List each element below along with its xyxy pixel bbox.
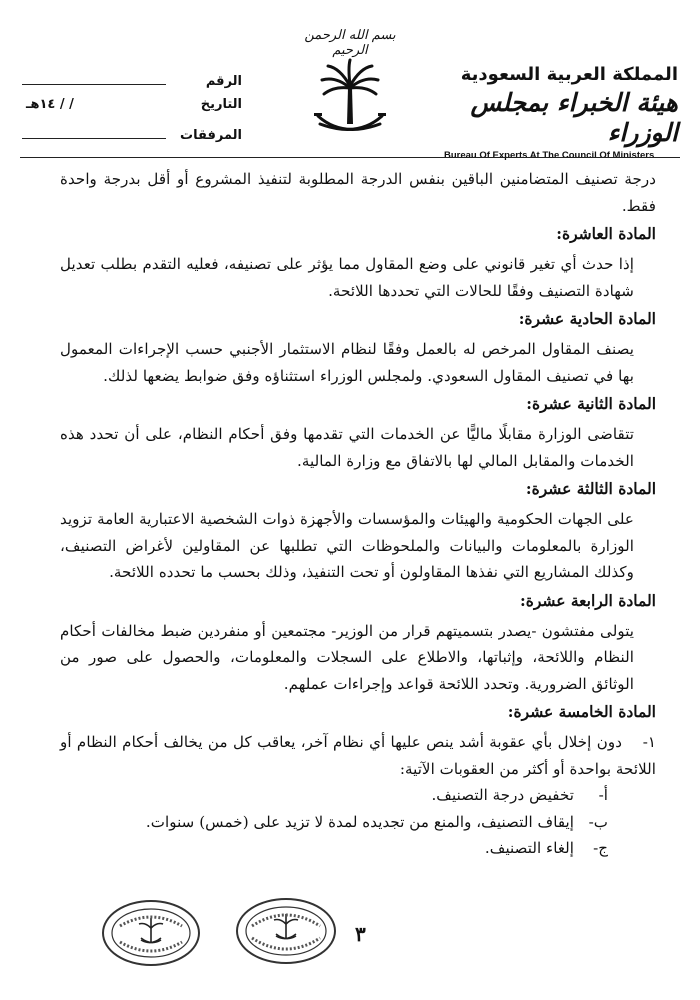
- attachments-field-line: [22, 124, 166, 139]
- sublist-item-letter: أ-: [598, 786, 608, 804]
- header-divider: [20, 157, 680, 158]
- attachments-row: [22, 124, 242, 151]
- article-13-text: على الجهات الحكومية والهيئات والمؤسسات والأجهزة ذوات الشخصية الاعتبارية العامة تزويد الوزارة بالمعلومات والبيانات والملحوظات التي تطلبها عن المقاولين لأغراض التصنيف، وكذلك المشاريع التي نفذها المقاولون أو تحت التنفيذ، وذلك بحسب ما تحدده اللائحة.: [60, 510, 634, 581]
- article-15-subitem-b: [60, 809, 656, 836]
- article-12-heading: المادة الثانية عشرة:: [526, 394, 656, 413]
- article-11-heading: المادة الحادية عشرة:: [518, 309, 656, 328]
- article-10-text: إذا حدث أي تغير قانوني على وضع المقاول مما يؤثر على تصنيفه، فعليه التقدم بطلب تعديل شهادة التصنيف وفقًا للحالات التي تحددها اللائحة.: [60, 255, 634, 300]
- date-label: التاريخ: [200, 97, 242, 112]
- sublist-item-letter: ب-: [588, 812, 608, 831]
- bureau-name-english: Bureau Of Experts At The Council Of Ministers: [444, 150, 655, 161]
- page-number: ٣: [355, 922, 366, 946]
- intro-paragraph: درجة تصنيف المتضامنين الباقين بنفس الدرجة المطلوبة لتنفيذ المشروع أو أقل بدرجة واحدة فقط.: [60, 170, 656, 215]
- article-14-heading: المادة الرابعة عشرة:: [520, 590, 656, 610]
- date-value: / / ١٤هـ: [26, 97, 74, 112]
- document-meta-block: [22, 70, 242, 151]
- sublist-item-text: تخفيض درجة التصنيف.: [431, 786, 574, 804]
- bureau-name-arabic: هيئة الخبراء بمجلس الوزراء: [470, 88, 678, 147]
- palm-and-swords-emblem-icon: [312, 58, 388, 142]
- article-13-heading: المادة الثالثة عشرة:: [525, 479, 656, 498]
- header-institution-block: [438, 64, 678, 161]
- article-15-subitem-a: [60, 782, 656, 809]
- article-12-text: تتقاضى الوزارة مقابلًا ماليًّا عن الخدمات التي تقدمها وفق أحكام النظام، على أن تحدد هذه الخدمات والمقابل المالي لها بالاتفاق مع وزارة المالية.: [60, 425, 634, 470]
- sublist-item-text: إلغاء التصنيف.: [484, 839, 574, 857]
- letterhead: [0, 0, 700, 165]
- article-14-text: يتولى مفتشون -يصدر بتسميتهم قرار من الوزير- مجتمعين أو منفردين ضبط مخالفات أحكام النظام واللائحة، وإثباتها، والاطلاع على السجلات والمعلومات، والحصول على صور من الوثائق الضرورية. وتحدد اللائحة قواعد وإجراءات عملهم.: [60, 621, 634, 693]
- date-row: [22, 97, 242, 124]
- article-10-heading: المادة العاشرة:: [556, 224, 656, 243]
- secretariat-stamp-icon: [102, 900, 200, 966]
- list-item-text: دون إخلال بأي عقوبة أشد ينص عليها أي نظام آخر، يعاقب كل من يخالف أحكام النظام أو اللائحة بواحدة أو أكثر من العقوبات الآتية:: [60, 733, 656, 778]
- reference-row: [22, 70, 242, 97]
- attachments-label: المرفقات: [180, 128, 242, 143]
- article-15-item-1: [60, 729, 656, 782]
- kingdom-name: المملكة العربية السعودية: [460, 64, 678, 85]
- article-15-subitem-c: [60, 835, 656, 862]
- bureau-stamp-icon: [236, 898, 336, 964]
- reference-label: الرقم: [205, 74, 242, 89]
- document-body: [60, 166, 656, 862]
- article-15-heading: المادة الخامسة عشرة:: [507, 702, 656, 721]
- sublist-item-text: إيقاف التصنيف، والمنع من تجديده لمدة لا تزيد على (خمس) سنوات.: [145, 812, 574, 831]
- sublist-item-letter: ج-: [593, 839, 608, 857]
- reference-field-line: [22, 70, 166, 85]
- article-11-text: يصنف المقاول المرخص له بالعمل وفقًا لنظام الاستثمار الأجنبي حسب الإجراءات المعمول بها في تصنيف المقاول السعودي. ولمجلس الوزراء استثناؤه وفق ضوابط يضعها لذلك.: [60, 340, 634, 385]
- list-item-number: ١-: [642, 733, 656, 751]
- basmala: بسم الله الرحمن الرحيم: [304, 28, 396, 58]
